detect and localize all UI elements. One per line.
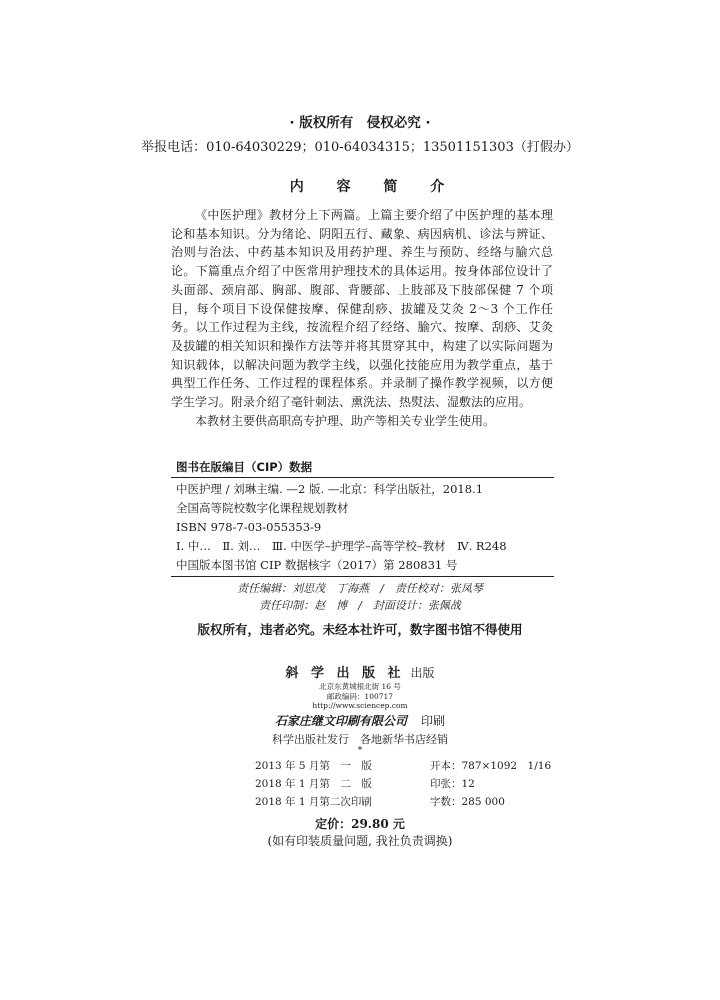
publisher-address: 北京东黄城根北街 16 号 xyxy=(319,682,401,691)
publisher-name: 斜 学 出 版 社 xyxy=(285,666,405,681)
cip-line: ISBN 978-7-03-055353-9 xyxy=(176,520,322,534)
cip-top-rule xyxy=(171,477,554,478)
summary-title: 内 容 简 介 xyxy=(289,179,459,195)
summary-paragraph: 本教材主要供高职高专护理、助产等相关专业学生使用。 xyxy=(195,413,496,428)
rights-notice: 版权所有，违者必究。未经本社许可，数字图书馆不得使用 xyxy=(197,622,523,637)
publisher-website: http://www.sciencep.com xyxy=(312,701,408,710)
edition-spec: 开本：787×1092 1/16 xyxy=(430,760,552,772)
cip-line: 全国高等院校数字化课程规划教材 xyxy=(176,501,349,515)
cip-bottom-rule xyxy=(171,576,554,577)
summary-body xyxy=(171,206,553,430)
report-phone-line: 举报电话：010-64030229；010-64034315；13501151303（打假办） xyxy=(141,140,579,155)
edition-date: 2018 年 1 月第 二 版 xyxy=(255,778,372,790)
publisher-line xyxy=(0,662,720,681)
cip-line: Ⅰ. 中… Ⅱ. 刘… Ⅲ. 中医学–护理学–高等学校–教材 Ⅳ. R248 xyxy=(176,539,507,553)
publisher-role: 出版 xyxy=(410,666,435,680)
edition-row xyxy=(255,794,555,809)
summary-paragraph: 《中医护理》教材分上下两篇。上篇主要介绍了中医护理的基本理论和基本知识。分为绪论、阴阳五行、藏象、病因病机、诊法与辨证、治则与治法、中药基本知识及用药护理、养生与预防、经络与腧穴总论。下篇重点介绍了中医常用护理技术的具体运用。按身体部位设计了头面部、颈肩部、胸部、腹部、背腰部、上肢部及下肢部保健 7 个项目，每个项目下设保健按摩、保健刮痧、拔罐及艾灸 2～3 个工作任务。以工作过程为主线，按流程介绍了经络、腧穴、按摩、刮痧、艾灸及拔罐的相关知识和操作方法等并将其贯穿其中，构建了以实际问题为知识载体，以解决问题为教学主线，以强化技能应用为教学重点，基于典型工作任务、工作过程的课程体系。并录制了操作教学视频，以方便学生学习。附录介绍了毫针刺法、熏洗法、热熨法、湿敷法的应用。 xyxy=(171,208,553,410)
cip-title: 图书在版编目（CIP）数据 xyxy=(176,460,313,474)
cip-block xyxy=(176,480,556,575)
edition-date: 2013 年 5 月第 一 版 xyxy=(255,760,372,772)
edition-row xyxy=(255,776,555,791)
price: 定价：29.80 元 xyxy=(315,817,405,831)
edition-spec: 印张：12 xyxy=(430,778,475,790)
edition-date: 2018 年 1 月第二次印刷 xyxy=(255,796,372,808)
cip-line: 中医护理 / 刘琳主编. —2 版. —北京：科学出版社，2018.1 xyxy=(176,482,484,496)
printer-name: 石家庄继文印刷有限公司 xyxy=(274,714,407,728)
edition-row xyxy=(255,758,555,773)
printer-line xyxy=(0,712,720,729)
printer-role: 印刷 xyxy=(421,714,446,728)
cip-line: 中国版本图书馆 CIP 数据核字（2017）第 280831 号 xyxy=(176,558,458,572)
edition-spec: 字数：285 000 xyxy=(430,796,505,808)
separator-star: * xyxy=(357,746,363,756)
quality-notice: (如有印装质量问题, 我社负责调换) xyxy=(267,834,453,848)
staff-line-production: 责任印制：赵 博 / 封面设计：张佩战 xyxy=(259,599,461,612)
staff-line-editors: 责任编辑：刘思茂 丁海燕 / 责任校对：张凤琴 xyxy=(237,582,483,595)
distribution-line: 科学出版社发行 各地新华书店经销 xyxy=(272,733,448,746)
copyright-heading: · 版权所有 侵权必究 · xyxy=(289,115,431,131)
publisher-postcode: 邮政编码：100717 xyxy=(326,692,394,701)
